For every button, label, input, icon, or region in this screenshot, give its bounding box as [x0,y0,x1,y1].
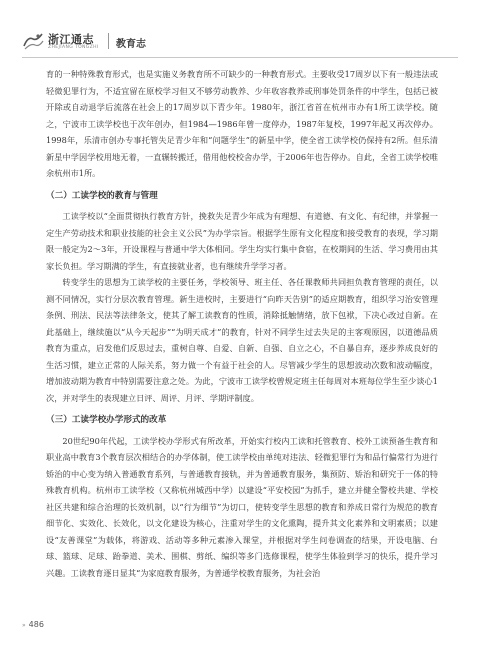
page-header [0,0,480,58]
body-paragraph: 20世纪90年代起，工读学校办学形式有所改革，开始实行校内工读和托管教育、校外工读预备生教育和职业高中教育3个教育层次相结合的办学体制，使工读学校由单纯对违法、轻微犯罪行为和品行偏常行为进行矫治的中心变为纳入普通教育系列，与普通教育接轨，并为普通教育服务，集预防、矫治和研究于一体的特殊教育机构。杭州市工读学校（又称杭州城西中学）以建设“平安校园”为抓手，建立并健全警校共建、学校社区共建和综合治理的长效机制，以“行为细节”为切口，使转变学生思想的教育和养成日常行为规范的教育细节化、实效化、长效化，以文化建设为核心，注重对学生的文化熏陶，提升其文化素养和文明素质；以建设“友善课堂”为载体，将游戏、活动等多种元素渗入课堂，并根据对学生问卷调查的结果，开设电脑、台球、篮球、足球、跆拳道、美术、围棋、剪纸、编织等多门选修课程，使学生体验到学习的快乐，提升学习兴趣。工读教育逐日显其“为家庭教育服务，为普通学校教育服务，为社会治 [46,435,438,578]
volume-title: 教育志 [116,39,146,50]
logo-title: 浙江通志 [48,33,94,46]
double-chevron-icon: » [22,622,26,629]
page-number: 486 [28,620,44,629]
zhejiang-tongzhi-logo [22,30,99,52]
body-paragraph: 工读学校以“全面贯彻执行教育方针，挽救失足青少年成为有理想、有道德、有文化、有纪律，并掌握一定生产劳动技术和职业技能的社会主义公民”为办学宗旨。根据学生原有文化程度和接受教育的表现，学习期限一般定为2～3年，开设课程与普通中学大体相同。学生均实行集中食宿，在校期间的生活、学习费用由其家长负担。学习期满的学生，有直接就业者，也有继续升学学习者。 [46,211,438,271]
header-rule [22,57,458,58]
header-divider [108,33,109,49]
body-paragraph: 转变学生的思想为工读学校的主要任务，学校领导、班主任、各任课教师共同担负教育管理的责任，以测不同情况，实行分层次教育管理。新生进校时，主要进行“向昨天告别”的适应期教育，组织学习治安管理条例、刑法、民法等法律条文，使其了解工读教育的性质，消除抵触情绪，放下包袱，下决心改过自新。在此基础上，继续施以“从今天起步”“为明天成才”的教育，针对不同学生过去失足的主客观原因，以道德品质教育为重点，启发他们反思过去，重树自尊、自爱、自新、自强、自立之心，不自暴自弃，逐步养成良好的生活习惯，建立正常的人际关系，努力做一个有益于社会的人。尽管减少学生的思想波动次数和波动幅度，增加波动期为教育中特别需要注意之处。为此，宁波市工读学校曾规定班主任每周对本班每位学生至少谈心1次，并对学生的表现建立日评、周评、月评、学期评制度。 [46,277,438,403]
logo-subtitle: ZHEJIANG TONGZHI [48,45,99,50]
page-body [46,66,438,581]
page-footer [22,620,44,629]
section-heading-2: （二）工读学校的教育与管理 [46,190,158,201]
logo-emblem-icon [22,30,44,52]
body-paragraph: 育的一种特殊教育形式，也是实施义务教育所不可缺少的一种教育形式。主要收受17周岁以下有一般违法或轻微犯罪行为，不适宜留在原校学习但又不够劳动教养、少年收容教养或刑事处罚条件的中学生，包括已被开除或自动退学后流落在社会上的17周岁以下青少年。1980年，浙江省首在杭州市办有1所工读学校。随之，宁波市工读学校也于次年创办，但1984—1986年曾一度停办，1987年复校，1997年起又再次停办。1998年，乐清市创办专事托管失足青少年和“问题学生”的新星中学，使全省工读学校仍保持有2所。但乐清新星中学因学校用地无着，一直辗转搬迁，借用他校校舍办学，于2006年也告停办。自此，全省工读学校唯余杭州市1所。 [46,69,438,178]
section-heading-3: （三）工读学校办学形式的改革 [46,415,167,425]
